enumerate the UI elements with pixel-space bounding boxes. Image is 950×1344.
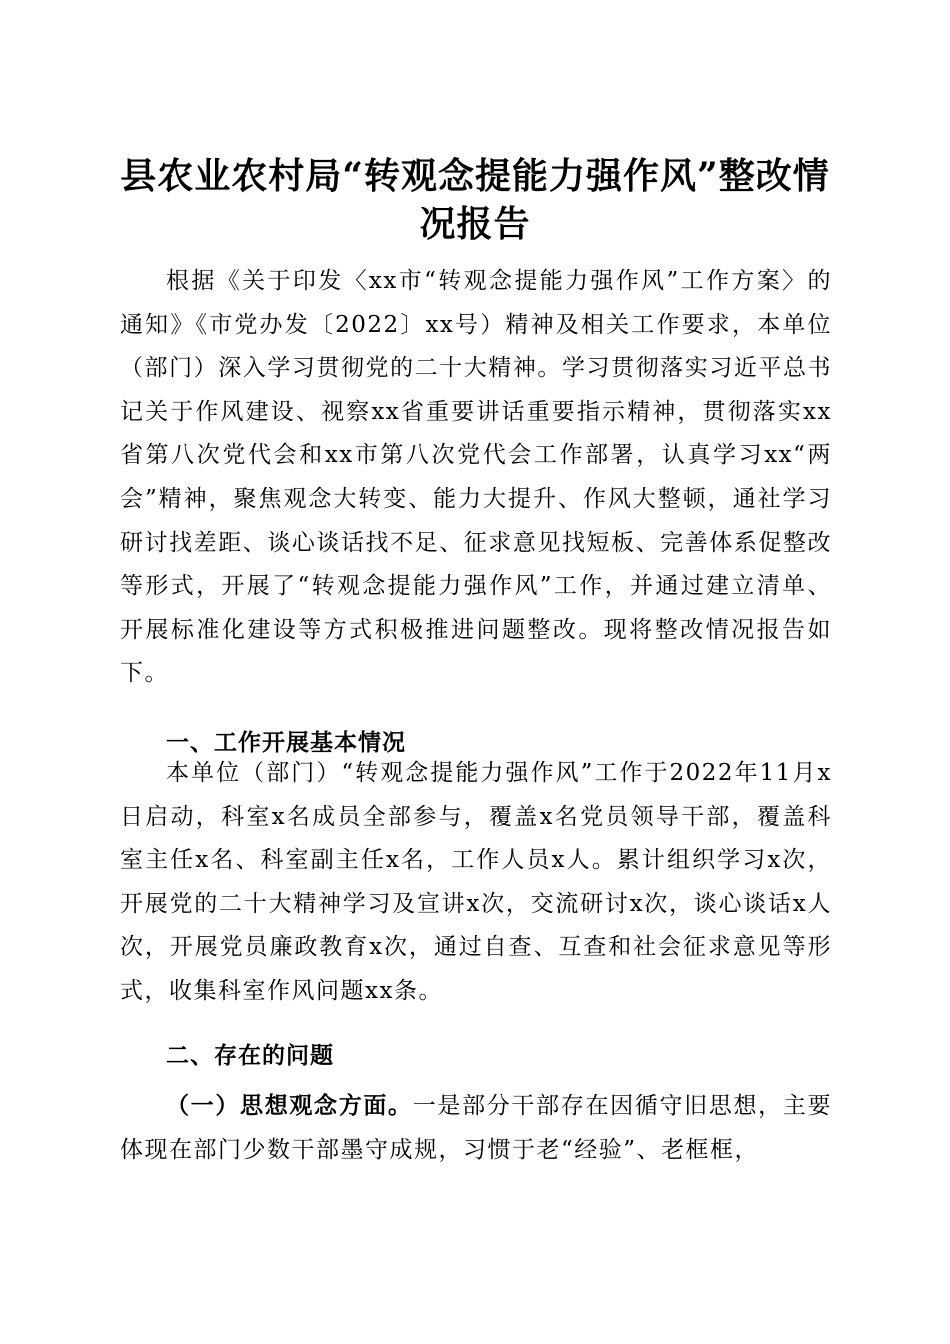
subsection-1-lead: （一）思想观念方面。 bbox=[166, 1092, 413, 1119]
section-1-paragraph: 本单位（部门）“转观念提能力强作风”工作于2022年11月x日启动，科室x名成员全部参与，覆盖x名党员领导干部，覆盖科室主任x名、科室副主任x名，工作人员x人。累计组织学习x次，开展党的二十大精神学习及宣讲x次，交流研讨x次，谈心谈话x人次，开展党员廉政教育x次，通过自查、互查和社会征求意见等形式，收集科室作风问题xx条。 bbox=[120, 760, 832, 1004]
intro-paragraph: 根据《关于印发〈xx市“转观念提能力强作风”工作方案〉的通知》《市党办发〔2022〕xx号）精神及相关工作要求，本单位（部门）深入学习贯彻党的二十大精神。学习贯彻落实习近平总书记关于作风建设、视察xx省重要讲话重要指示精神，贯彻落实xx省第八次党代会和xx市第八次党代会工作部署，认真学习xx“两会”精神，聚焦观念大转变、能力大提升、作风大整顿，通社学习研讨找差距、谈心谈话找不足、征求意见找短板、完善体系促整改等形式，开展了“转观念提能力强作风”工作，并通过建立清单、开展标准化建设等方式积极推进问题整改。现将整改情况报告如下。 bbox=[120, 268, 832, 687]
section-2-heading: 二、存在的问题 bbox=[166, 1043, 334, 1069]
title-line-2: 况报告 bbox=[419, 203, 531, 246]
document-title bbox=[100, 152, 850, 248]
section-1-heading: 一、工作开展基本情况 bbox=[166, 730, 406, 756]
subsection-1-paragraph bbox=[120, 1084, 832, 1172]
subsection-1-text: 一是部分干部存在因循守旧思想，主要体现在部门少数干部墨守成规，习惯于老“经验”、老框框， bbox=[120, 1093, 833, 1163]
title-line-1: 县农业农村局“转观念提能力强作风”整改情 bbox=[120, 155, 830, 198]
